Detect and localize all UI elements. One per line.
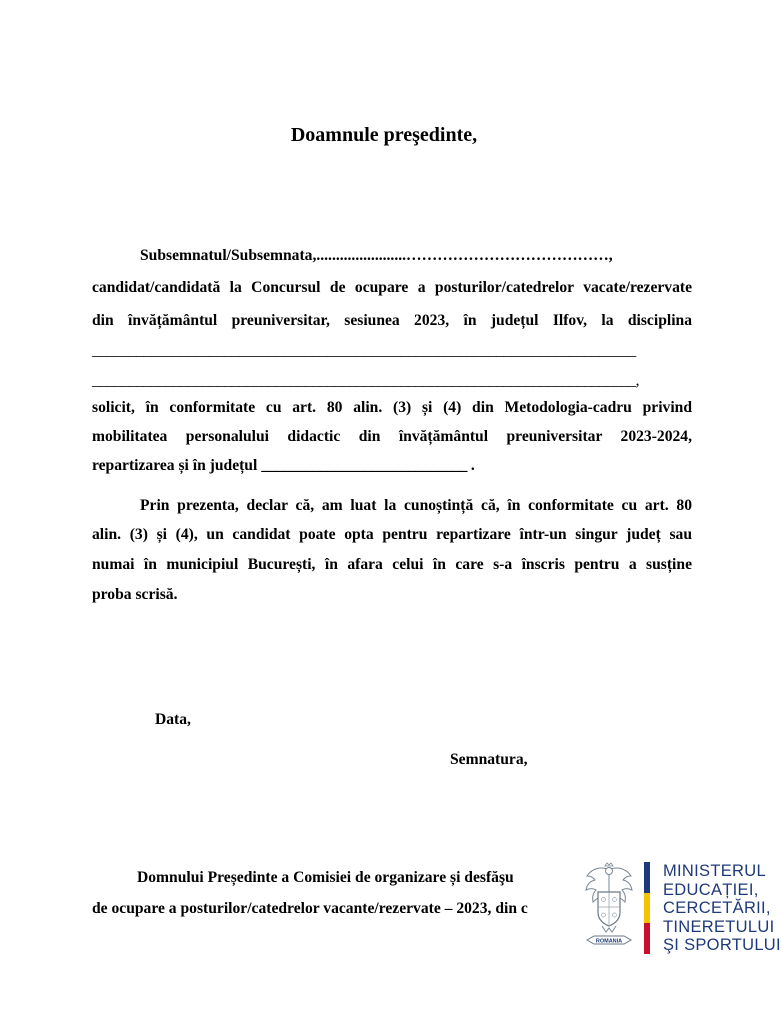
ministry-line-4: TINERETULUI bbox=[663, 917, 775, 936]
county-request-prefix: repartizarea și în județul bbox=[92, 457, 258, 474]
paragraph2-line2: alin. (3) și (4), un candidat poate opta pentru repartizare într-un singur județ sau bbox=[92, 526, 692, 543]
addressee-line-2: de ocupare a posturilor/catedrelor vacante/rezervate – 2023, din c bbox=[92, 900, 528, 917]
paragraph1-line7: mobilitatea personalului didactic din învățământul preuniversitar 2023-2024, bbox=[92, 428, 692, 445]
paragraph2-line1: Prin prezenta, declar că, am luat la cunoștință că, în conformitate cu art. 80 bbox=[140, 497, 692, 514]
ministry-line-3: CERCETĂRII, bbox=[663, 899, 771, 918]
paragraph2-line4: proba scrisă. bbox=[92, 586, 178, 603]
paragraph2-line3: numai în municipiul București, în afara celui în care s-a înscris pentru a susține bbox=[92, 556, 692, 573]
tricolor-blue bbox=[644, 862, 650, 893]
paragraph1-line3: din învățământul preuniversitar, sesiunea 2023, în județul Ilfov, la disciplina bbox=[92, 312, 692, 329]
tricolor-yellow bbox=[644, 893, 650, 924]
ministry-line-2: EDUCAȚIEI, bbox=[663, 880, 759, 899]
paragraph1-line2: candidat/candidată la Concursul de ocupare a posturilor/catedrelor vacate/rezervate bbox=[92, 279, 692, 296]
ministry-logo bbox=[562, 852, 781, 960]
discipline-blank-line-2: __________________________________________________________________________, bbox=[92, 372, 640, 389]
ministry-line-1: MINISTERUL bbox=[663, 862, 766, 880]
ministry-line-5: ŞI SPORTULUI bbox=[663, 936, 781, 955]
paragraph1-line6: solicit, în conformitate cu art. 80 alin. (3) și (4) din Metodologia-cadru privind bbox=[92, 399, 692, 416]
crest-banner-label: ROMANIA bbox=[595, 938, 623, 945]
county-request-line bbox=[92, 456, 692, 476]
discipline-blank-line-1: __________________________________________________________________________ bbox=[92, 342, 636, 359]
signature-label: Semnatura, bbox=[450, 751, 528, 768]
county-request-suffix: . bbox=[466, 457, 475, 474]
document-title: Doamnule preşedinte, bbox=[290, 124, 478, 146]
ministry-name bbox=[663, 862, 781, 955]
date-label: Data, bbox=[155, 711, 191, 728]
tricolor-red bbox=[644, 923, 650, 954]
county-blank: ____________________________ bbox=[261, 457, 467, 474]
applicant-name-line: Subsemnatul/Subsemnata,.......................…………………………………, bbox=[140, 247, 613, 264]
romania-coat-of-arms-icon bbox=[584, 862, 634, 950]
addressee-line-1: Domnului Președinte a Comisiei de organizare și desfăşu bbox=[137, 869, 514, 886]
romanian-tricolor-bar bbox=[644, 862, 650, 954]
